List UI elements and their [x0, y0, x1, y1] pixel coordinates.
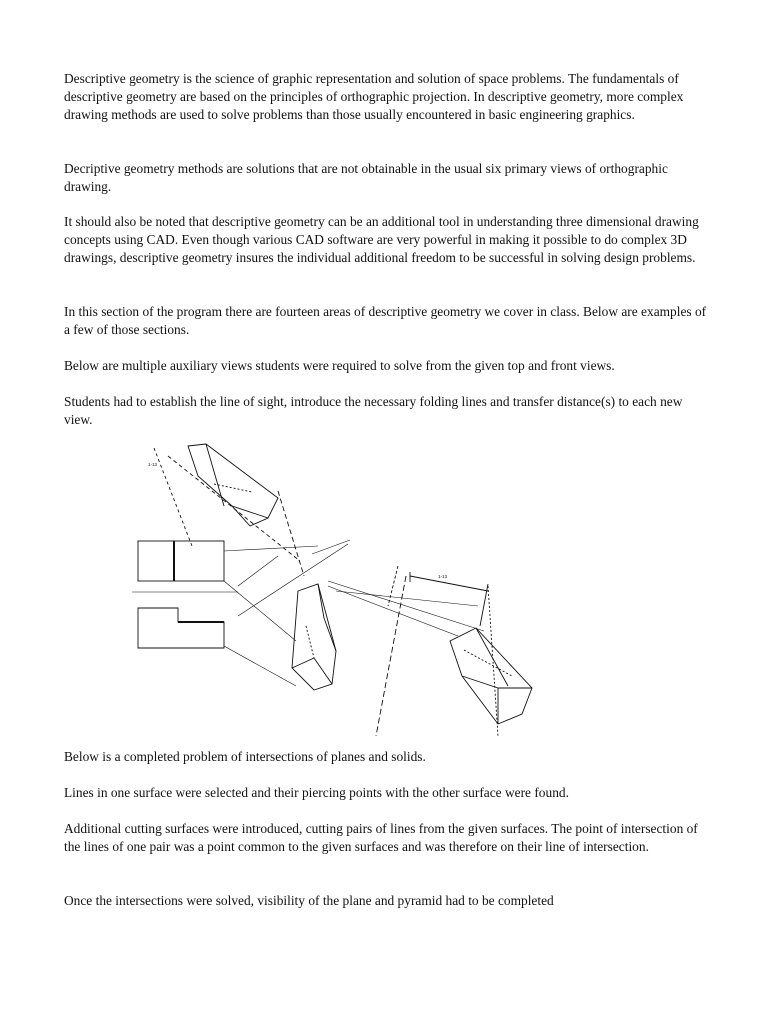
paragraph-line-of-sight: Students had to establish the line of sight, introduce the necessary folding lines and transfer distance(s) to each new view.: [64, 394, 683, 427]
paragraph-methods: Decriptive geometry methods are solutions that are not obtainable in the usual six primary views of orthographic drawing.: [64, 161, 668, 194]
paragraph-intro: Descriptive geometry is the science of graphic representation and solution of space problems. The fundamentals of descriptive geometry are based on the principles of orthographic projection. In descriptive geometry, more complex drawing methods are used to solve problems than those usually encountered in basic engineering graphics.: [64, 71, 684, 122]
paragraph-piercing-points: Lines in one surface were selected and their piercing points with the other surface were found.: [64, 785, 569, 800]
paragraph-intersections: Below is a completed problem of intersections of planes and solids.: [64, 749, 426, 764]
dimension-label-two: 1-13: [438, 574, 448, 579]
paragraph-cutting-surfaces: Additional cutting surfaces were introduced, cutting pairs of lines from the given surfaces. The point of intersection of the lines of one pair was a point common to the given surfaces and was therefore on their line of intersection.: [64, 821, 698, 854]
paragraph-auxiliary: Below are multiple auxiliary views students were required to solve from the given top and front views.: [64, 358, 615, 373]
auxiliary-views-svg: [128, 436, 558, 740]
dimension-label-one: 1-13: [148, 462, 158, 467]
front-view-outline: [138, 608, 224, 648]
paragraph-cad: It should also be noted that descriptive geometry can be an additional tool in understanding three dimensional drawing concepts using CAD. Even though various CAD software are very powerful in making it possible to do complex 3D drawings, descriptive geometry insures the individual additional freedom to be successful in solving design problems.: [64, 214, 699, 265]
aux-view-two: [292, 584, 336, 690]
auxiliary-views-drawing: [128, 436, 558, 740]
paragraph-visibility: Once the intersections were solved, visibility of the plane and pyramid had to be completed: [64, 893, 554, 908]
figure-labels: [148, 462, 448, 579]
top-view-outline: [138, 541, 224, 581]
aux-view-one: [188, 444, 278, 526]
paragraph-section: In this section of the program there are fourteen areas of descriptive geometry we cover in class. Below are examples of a few of those sections.: [64, 304, 707, 337]
